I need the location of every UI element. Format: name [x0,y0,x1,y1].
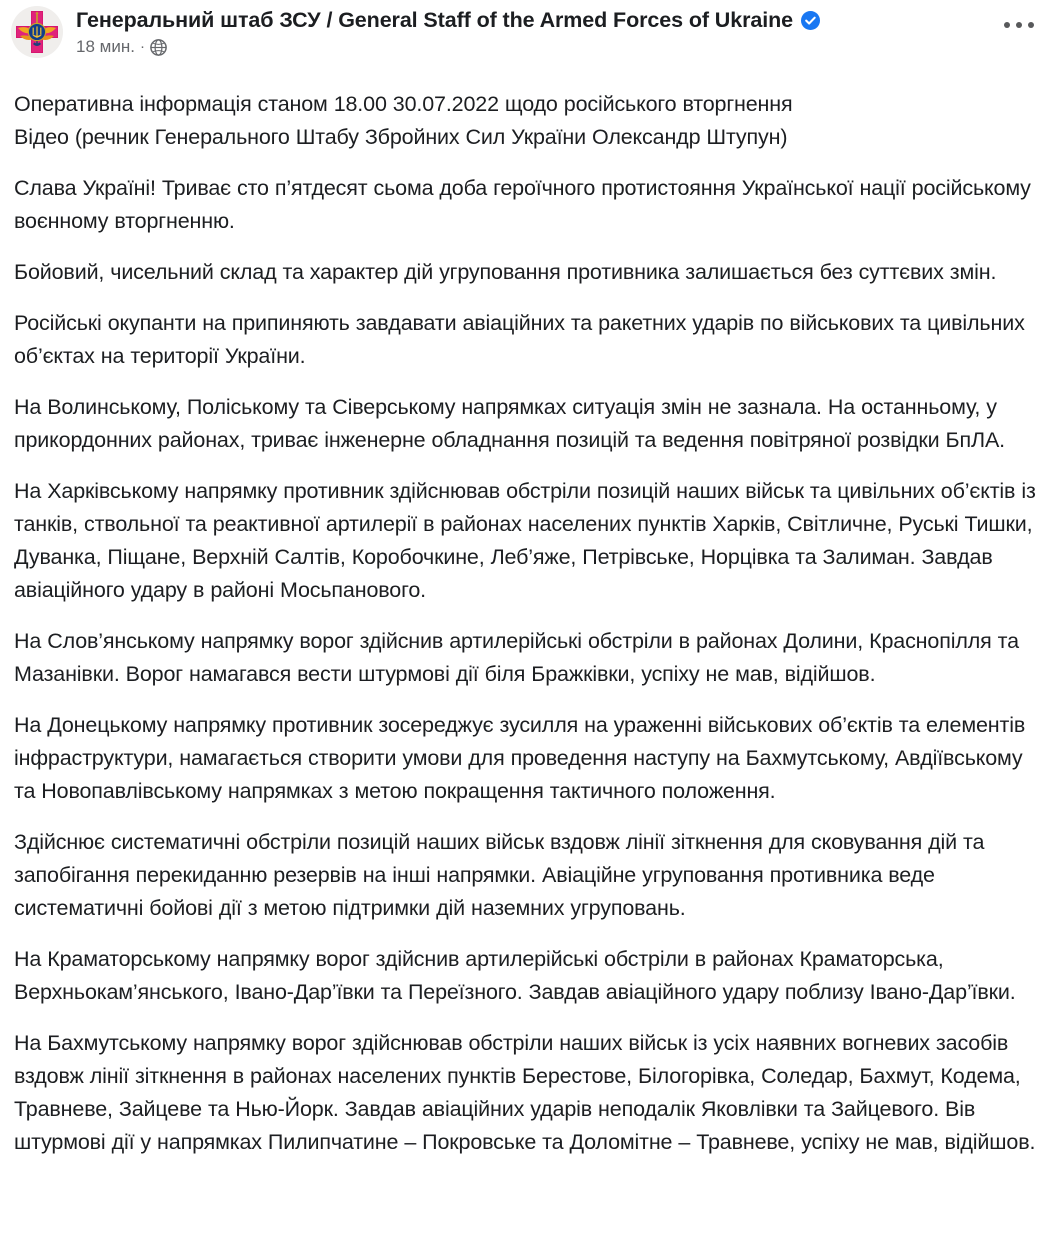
post-paragraph: Бойовий, чисельний склад та характер дій угруповання противника залишається без суттєвих змін. [14,260,997,284]
post-paragraph: На Слов’янському напрямку ворог здійснив артилерійські обстріли в районах Долини, Краснопілля та Мазанівки. Ворог намагався вести штурмові дії біля Бражківки, успіху не мав, відійшов. [14,629,1019,686]
post-options-menu-button[interactable] [1000,14,1038,36]
page-name[interactable]: Генеральний штаб ЗСУ / General Staff of the Armed Forces of Ukraine [76,8,793,32]
post-paragraph: Російські окупанти на припиняють завдавати авіаційних та ракетних ударів по військових та цивільних об’єктах на території України. [14,311,1025,368]
post-paragraph: Слава Україні! Триває сто п’ятдесят сьома доба героїчного протистояння Української нації російському воєнному вторгненню. [14,176,1031,233]
post-meta [76,36,1048,58]
post-paragraph: Здійснює систематичні обстріли позицій наших військ вздовж лінії зіткнення для сковування дій та запобігання перекиданню резервів на інші напрямки. Авіаційне угруповання противника веде систематичні бойові дії з метою підтримки дій наземних угруповань. [14,830,985,920]
ellipsis-dot [1004,22,1010,28]
post-paragraph: Оперативна інформація станом 18.00 30.07.2022 щодо російського вторгнення Відео (речник Генерального Штабу Збройних Сил України Олександр Штупун) [14,92,793,149]
post-paragraph: На Бахмутському напрямку ворог здійснював обстріли наших військ із усіх наявних вогневих засобів вздовж лінії зіткнення в районах населених пунктів Берестове, Білогорівка, Соледар, Бахмут, Кодема, Травневе, Зайцеве та Нью-Йорк. Завдав авіаційних ударів неподалік Яковлівки та Зайцевого. Вів штурмові дії у напрямках Пилипчатине – Покровське та Доломітне – Травневе, успіху не мав, відійшов. [14,1031,1036,1154]
post-body [0,88,1060,1159]
ellipsis-dot [1028,22,1034,28]
post-paragraph: На Харківському напрямку противник здійснював обстріли позицій наших військ та цивільних об’єктів із танків, ствольної та реактивної артилерії в районах населених пунктів Харків, Світличне, Руські Тишки, Дуванка, Піщане, Верхній Салтів, Коробочкине, Леб’яже, Петрівське, Норцівка та Залиман. Завдав авіаційного удару в районі Мосьпанового. [14,479,1036,602]
verified-badge-icon [801,11,820,30]
post-timestamp[interactable]: 18 мин. [76,37,135,56]
general-staff-emblem-icon [11,6,63,58]
post-paragraph: На Донецькому напрямку противник зосереджує зусилля на ураженні військових об’єктів та елементів інфраструктури, намагається створити умови для проведення наступу на Бахмутському, Авдіївському та Новопавлівському напрямках з метою покращення тактичного положення. [14,713,1026,803]
post-paragraph: На Волинському, Поліському та Сіверському напрямках ситуація змін не зазнала. На останньому, у прикордонних районах, триває інженерне обладнання позицій та ведення повітряної розвідки БпЛА. [14,395,1005,452]
ellipsis-dot [1016,22,1022,28]
post-header-text [76,6,1048,58]
post-header [0,0,1060,64]
globe-icon[interactable] [150,39,167,56]
post-paragraph: На Краматорському напрямку ворог здійснив артилерійські обстріли в районах Краматорська, Верхньокам’янського, Івано-Дар’ївки та Переїзного. Завдав авіаційного удару поблизу Івано-Дар’ївки. [14,947,1016,1004]
avatar[interactable] [11,6,63,58]
page-name-row [76,7,1048,33]
meta-separator: · [139,38,145,55]
